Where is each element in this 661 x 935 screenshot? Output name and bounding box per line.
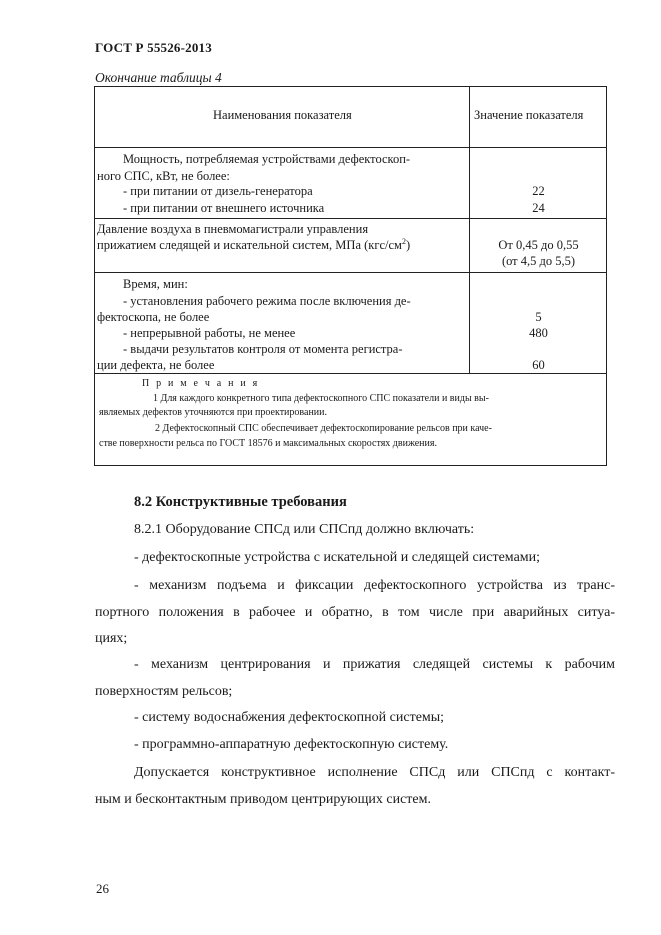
- time-continuous-value: 480: [529, 326, 548, 340]
- list-item-2-line2: портного положения в рабочее и обратно, в том числе при аварийных ситуа-: [95, 605, 615, 620]
- power-external-label: - при питании от внешнего источника: [123, 201, 325, 215]
- page-number: 26: [96, 881, 109, 896]
- power-label-line1: Мощность, потребляемая устройствами дефектоскоп-: [123, 152, 411, 166]
- power-diesel-value: 22: [532, 184, 545, 198]
- time-results-line2: ции дефекта, не более: [97, 358, 215, 372]
- list-item-1: - дефектоскопные устройства с искательной и следящей системами;: [134, 550, 541, 565]
- list-item-2-line3: циях;: [95, 631, 128, 646]
- section-intro: 8.2.1 Оборудование СПСд или СПСпд должно включать:: [134, 522, 475, 537]
- column-header-value: Значение показателя: [474, 108, 584, 122]
- indicators-table: [94, 86, 607, 466]
- pressure-value-line1: От 0,45 до 0,55: [498, 238, 579, 252]
- power-label-line2: ного СПС, кВт, не более:: [97, 169, 230, 183]
- notes-title: П р и м е ч а н и я: [142, 378, 260, 389]
- list-item-3-line2: поверхностям рельсов;: [95, 684, 233, 699]
- row-divider: [95, 218, 606, 219]
- list-item-4: - систему водоснабжения дефектоскопной системы;: [134, 710, 445, 725]
- time-results-line1: - выдачи результатов контроля от момента регистра-: [123, 342, 403, 356]
- pressure-label-line2: прижатием следящей и искательной систем, МПа $(кгс/см^2)$: [97, 236, 411, 252]
- power-diesel-label: - при питании от дизель-генератора: [123, 184, 313, 198]
- time-results-value: 60: [532, 358, 545, 372]
- list-item-5: - программно-аппаратную дефектоскопную систему.: [134, 737, 449, 752]
- document-code: ГОСТ Р 55526-2013: [95, 40, 212, 55]
- note1-line1: 1 Для каждого конкретного типа дефектоскопного СПС показатели и виды вы-: [153, 393, 489, 404]
- final-paragraph-line1: Допускается конструктивное исполнение СПСд или СПСпд с контакт-: [134, 765, 615, 780]
- pressure-value-line2: (от 4,5 до 5,5): [501, 254, 576, 268]
- pressure-label-line1: Давление воздуха в пневмомагистрали управления: [97, 222, 369, 236]
- note1-line2: являемых дефектов уточняются при проектировании.: [99, 407, 327, 418]
- list-item-3-line1: - механизм центрирования и прижатия следящей системы к рабочим: [134, 657, 615, 672]
- time-setup-value: 5: [535, 310, 542, 324]
- time-heading: Время, мин:: [123, 277, 188, 291]
- list-item-2-line1: - механизм подъема и фиксации дефектоскопного устройства из транс-: [134, 578, 615, 593]
- header-divider: [95, 147, 606, 148]
- time-setup-line2: фектоскопа, не более: [97, 310, 210, 324]
- power-external-value: 24: [532, 201, 545, 215]
- time-setup-line1: - установления рабочего режима после включения де-: [123, 294, 411, 308]
- table-caption: Окончание таблицы 4: [95, 70, 222, 85]
- final-paragraph-line2: ным и бесконтактным приводом центрирующих систем.: [95, 792, 431, 807]
- section-heading: 8.2 Конструктивные требования: [134, 494, 347, 510]
- column-header-name: Наименования показателя: [213, 108, 352, 122]
- superscript: 2: [401, 236, 406, 246]
- time-continuous-label: - непрерывной работы, не менее: [123, 326, 296, 340]
- note2-line2: стве поверхности рельса по ГОСТ 18576 и максимальных скоростях движения.: [99, 438, 437, 449]
- note2-line1: 2 Дефектоскопный СПС обеспечивает дефектоскопирование рельсов при каче-: [155, 423, 492, 434]
- row-divider: [95, 272, 606, 273]
